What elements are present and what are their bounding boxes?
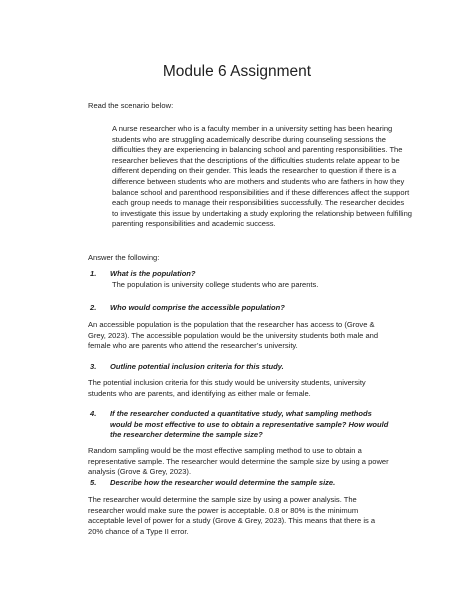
- answer-4: Random sampling would be the most effective sampling method to use to obtain a representative sample. The researcher would determine the sample size by using a power analysis (Grove & Grey, 2023).: [88, 446, 389, 477]
- question-number: 2.: [90, 303, 97, 312]
- page-title: Module 6 Assignment: [162, 63, 312, 80]
- intro-text: Read the scenario below:: [88, 101, 174, 110]
- question-text: Who would comprise the accessible population?: [110, 303, 285, 312]
- answer-2: An accessible population is the population that the researcher has access to (Grove & Grey, 2023). The accessible population would be the university students both male and female who are parents who attend the researcher’s university.: [88, 320, 379, 351]
- question-4: [90, 409, 390, 441]
- scenario-paragraph: A nurse researcher who is a faculty member in a university setting has been hearing students who are struggling academically describe during counseling sessions the difficulties they are experiencing in balancing school and parenting responsibilities. The researcher believes that the descriptions of the difficulties students relate appear to be different depending on their gender. This leads the researcher to question if there is a difference between students who are mothers and students who are fathers in how they balance school and parenthood responsibilities and if these differences affect the support each group needs to manage their responsibilities successfully. The researcher decides to investigate this issue by undertaking a study exploring the relationship between fulfilling parenting responsibilities and academic success.: [112, 124, 412, 229]
- answer-1: The population is university college students who are parents.: [112, 280, 319, 289]
- question-1: [90, 269, 196, 280]
- answer-5: The researcher would determine the sample size by using a power analysis. The researcher would make sure the power is acceptable. 0.8 or 80% is the minimum acceptable level of power for a study (Grove & Grey, 2023). This means that there is a 20% chance of a Type II error.: [88, 495, 376, 536]
- answer-label: Answer the following:: [88, 253, 160, 262]
- answer-3: The potential inclusion criteria for this study would be university students, university students who are parents, and identifying as either male or female.: [88, 378, 366, 398]
- question-text: Outline potential inclusion criteria for this study.: [110, 362, 284, 371]
- question-number: 3.: [90, 362, 97, 371]
- question-text: If the researcher conducted a quantitative study, what sampling methods would be most effective to use to obtain a representative sample? How would the researcher determine the sample size?: [110, 409, 389, 440]
- question-number: 4.: [90, 409, 97, 418]
- question-text: Describe how the researcher would determine the sample size.: [110, 478, 336, 487]
- question-5: [90, 478, 335, 489]
- question-3: [90, 362, 284, 373]
- question-2: [90, 303, 285, 314]
- question-text: What is the population?: [110, 269, 196, 278]
- question-number: 1.: [90, 269, 97, 278]
- question-number: 5.: [90, 478, 97, 487]
